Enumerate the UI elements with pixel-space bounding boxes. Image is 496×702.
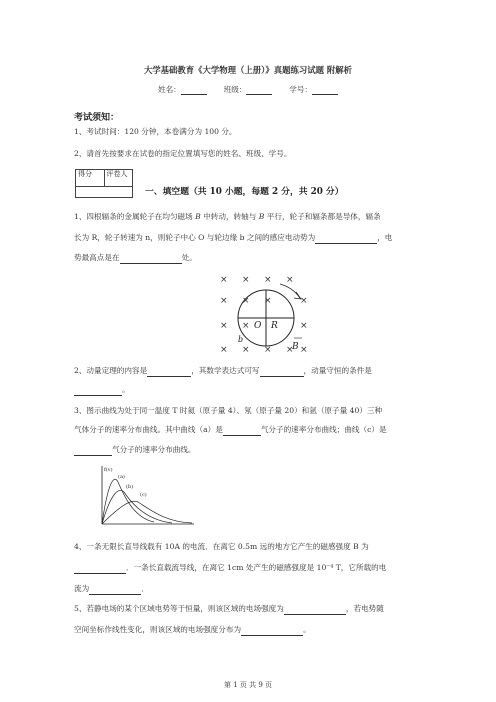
answer-blank[interactable]: [260, 368, 304, 377]
q1-line-1: 1、四根辐条的金属轮子在均匀磁场 B 中转动，转轴与 B 平行，轮子和辐条都是导体，辐条: [74, 212, 381, 221]
svg-text:×: ×: [242, 321, 250, 331]
notice-title: 考试须知：: [74, 113, 120, 123]
magnetic-field-vector: B: [195, 212, 201, 221]
answer-blank[interactable]: [74, 447, 112, 456]
q4-line-2: ．一条长直载流导线，在离它 1cm 处产生的磁感强度是 10⁻⁴ T，它所载的电: [74, 562, 386, 574]
q2-line-1: 2、动量定理的内容是 ，其数学表达式可写 ，动量守恒的条件是: [74, 366, 372, 375]
notice-item-1: 1、考试时间：120 分钟，本卷满分为 100 分。: [74, 127, 237, 136]
class-label: 班级：: [223, 85, 247, 94]
q4-line-3: 流为 ．: [74, 584, 149, 593]
q5-line-1: 5、若静电场的某个区域电势等于恒量，则该区域的电场强度为 ，若电势随: [74, 604, 384, 613]
point-b-label: b: [238, 335, 244, 344]
svg-text:×: ×: [264, 275, 272, 285]
answer-blank[interactable]: [241, 627, 303, 636]
field-label: B: [292, 342, 299, 352]
svg-text:×: ×: [286, 275, 294, 285]
answer-blank[interactable]: [74, 387, 122, 396]
svg-text:×: ×: [264, 296, 272, 306]
svg-text:×: ×: [242, 345, 250, 355]
svg-text:×: ×: [242, 296, 250, 306]
svg-text:×: ×: [300, 345, 308, 355]
name-blank[interactable]: [181, 86, 207, 95]
class-blank[interactable]: [246, 86, 272, 95]
page-number: 第 1 页 共 9 页: [223, 681, 273, 689]
svg-text:×: ×: [264, 345, 272, 355]
student-id-label: 学号：: [289, 85, 313, 94]
field-value: 10⁻⁴: [316, 563, 334, 572]
q1-line-2: 长为 R，轮子转速为 n，则轮子中心 O 与轮边缘 b 之间的感应电动势为 ，电: [74, 233, 393, 242]
q2-line-2: 。: [74, 384, 130, 396]
grader-label: 评卷人: [106, 170, 128, 178]
q3-line-3: 气分子的速率分布曲线。: [74, 444, 196, 456]
answer-blank[interactable]: [147, 368, 191, 377]
center-label: O: [254, 321, 262, 331]
answer-blank[interactable]: [74, 565, 126, 574]
answer-blank[interactable]: [89, 586, 141, 595]
notice-item-2: 2、请首先按要求在试卷的指定位置填写您的姓名、班级、学号。: [74, 149, 292, 158]
answer-blank[interactable]: [315, 235, 377, 244]
score-label: 得分: [76, 170, 105, 186]
page-title: 大学基础教育《大学物理（上册）》真题练习试题 附解析: [143, 65, 353, 75]
curve-a-label: (a): [118, 474, 125, 480]
y-axis-label: f(v): [104, 467, 113, 473]
q3-line-2: 气体分子的速率分布曲线。其中曲线（a）是 气分子的速率分布曲线；曲线（c）是: [74, 425, 387, 434]
student-id-blank[interactable]: [312, 86, 338, 95]
svg-text:×: ×: [300, 296, 308, 306]
speed-distribution-figure: [94, 462, 198, 530]
q1-line-3: 势最高点是在 处。: [74, 253, 197, 262]
student-info-row: [0, 84, 496, 95]
wheel-figure: [210, 270, 320, 362]
curve-c: [102, 501, 192, 524]
svg-text:×: ×: [220, 296, 228, 306]
svg-text:×: ×: [220, 321, 228, 331]
radius-label: R: [271, 321, 278, 331]
answer-blank[interactable]: [284, 606, 346, 615]
svg-text:×: ×: [220, 345, 228, 355]
score-box-blank: [75, 185, 133, 198]
curve-c-label: (c): [140, 492, 147, 498]
q3-line-1: 3、图示曲线为处于同一温度 T 时氦（原子量 4）、氖（原子量 20）和氩（原子量 40）三种: [74, 406, 383, 415]
name-label: 姓名：: [157, 85, 181, 94]
svg-text:×: ×: [220, 275, 228, 285]
curve-b: [102, 490, 172, 524]
magnetic-field-vector: B: [258, 212, 265, 221]
answer-blank[interactable]: [120, 255, 182, 264]
q5-line-2: 空间坐标作线性变化，则该区域的电场强度分布为 。: [74, 625, 311, 634]
q4-line-1: 4、一条无限长直导线载有 10A 的电流．在离它 0.5m 远的地方它产生的磁感强度 B 为: [74, 542, 369, 551]
section-title: 一、填空题（共 10 小题，每题 2 分，共 20 分）: [145, 187, 344, 197]
svg-text:×: ×: [300, 321, 308, 331]
answer-blank[interactable]: [223, 427, 261, 436]
curve-b-label: (b): [126, 484, 134, 490]
svg-text:×: ×: [286, 345, 294, 355]
svg-text:×: ×: [242, 275, 250, 285]
